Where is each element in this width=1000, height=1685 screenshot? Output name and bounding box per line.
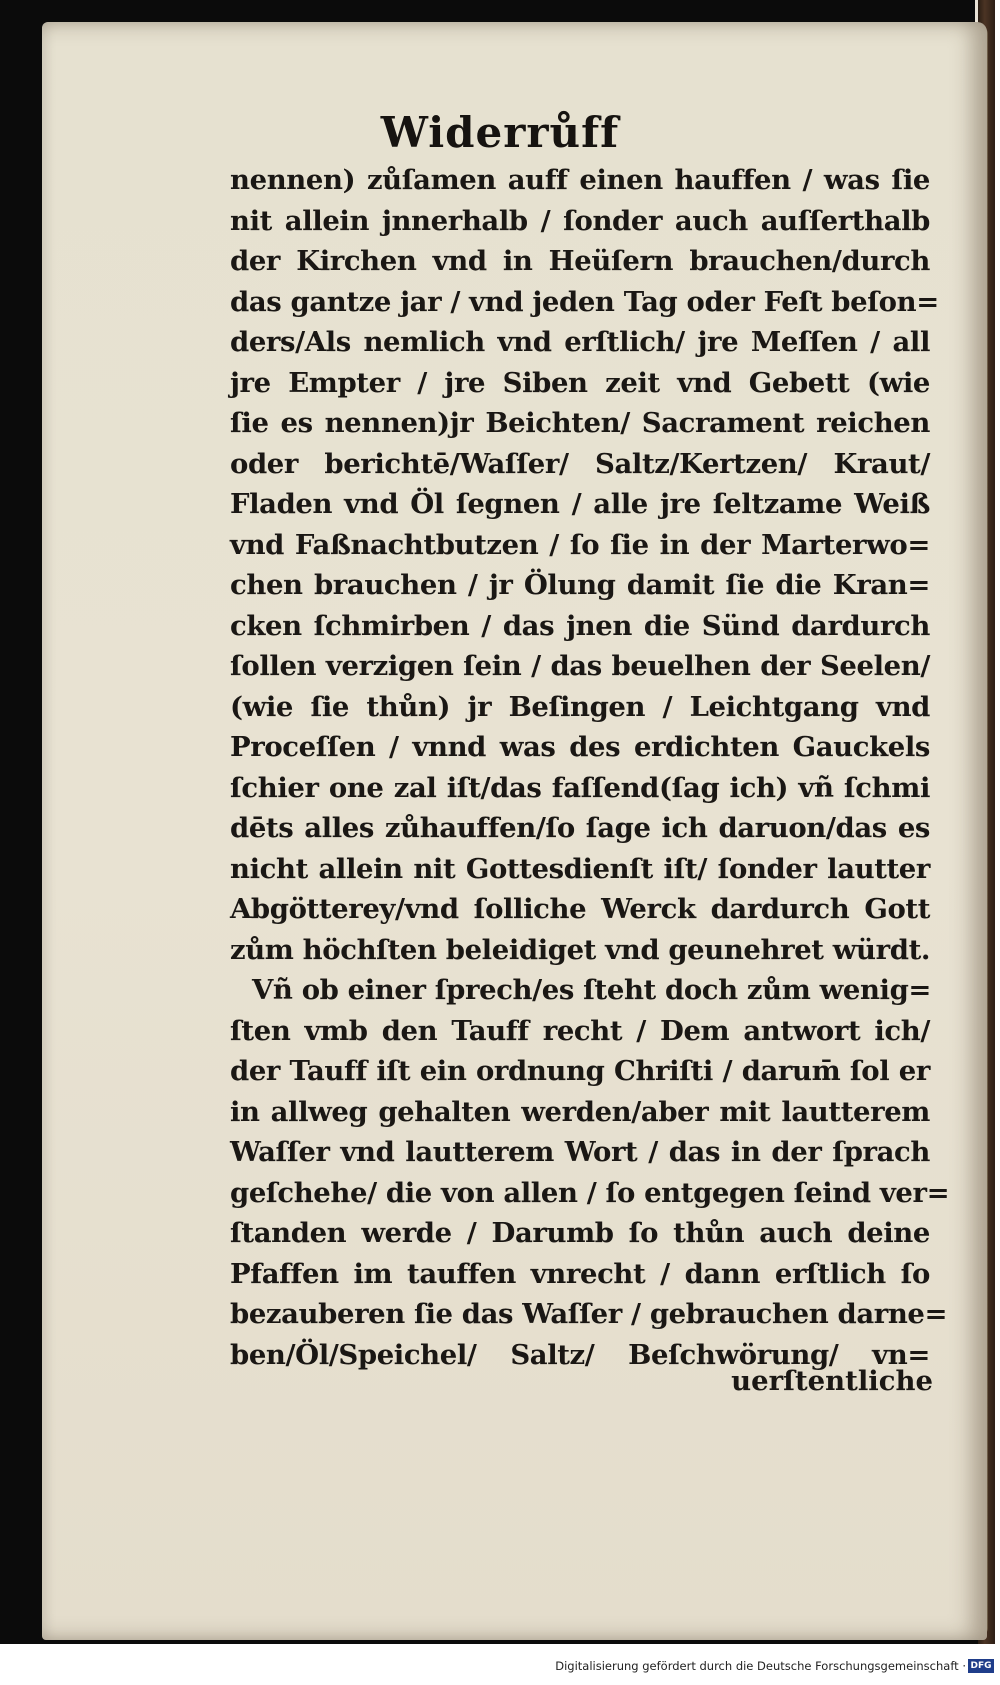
text-line: Vñ ob einer ſprech/es ſteht doch zům wenig= <box>252 974 932 1006</box>
text-line: ſchier one zal iſt/das faſſend(ſag ich) vñ ſchmi <box>230 771 930 804</box>
text-line: ſie es nennen)jr Beichten/ Sacrament reichen <box>230 407 930 439</box>
text-line: dēts alles zůhauffen/ſo ſage ich daruon/das es <box>230 812 930 844</box>
footer <box>0 1658 1000 1678</box>
text-line: ſten vmb den Tauff recht / Dem antwort ich/ <box>230 1014 930 1047</box>
text-line: oder berichtē/Waſſer/ Saltz/Kertzen/ Kraut/ <box>230 447 930 480</box>
text-line: zům höchſten beleidiget vnd geunehret würdt. <box>230 933 931 966</box>
page-text <box>230 160 950 1375</box>
text-line: nennen) zůſamen auff einen hauffen / was ſie <box>230 164 930 196</box>
text-line: vnd Faßnachtbutzen / ſo ſie in der Marterwo= <box>230 528 930 561</box>
text-line: jre Empter / jre Siben zeit vnd Gebett (wie <box>230 366 930 399</box>
text-line: (wie ſie thůn) jr Beſingen / Leichtgang vnd <box>230 690 930 723</box>
running-header: Widerrůff <box>380 108 620 157</box>
text-line: nicht allein nit Gottesdienſt iſt/ ſonder lautter <box>230 852 930 885</box>
text-line: Abgötterey/vnd ſolliche Werck dardurch Gott <box>230 893 930 925</box>
text-line: in allweg gehalten werden/aber mit lautterem <box>230 1095 930 1128</box>
text-line: ben/Öl/Speichel/ Saltz/ Beſchwörung/ vn= <box>230 1338 930 1371</box>
text-line: ſtanden werde / Darumb ſo thůn auch deine <box>230 1217 930 1249</box>
text-line: chen brauchen / jr Ölung damit ſie die Kran= <box>230 569 930 601</box>
text-line: bezauberen ſie das Waſſer / gebrauchen darne= <box>230 1298 948 1330</box>
text-line: Pfaffen im tauffen vnrecht / dann erſtlich ſo <box>230 1257 930 1290</box>
text-line: ſollen verzigen ſein / das beuelhen der Seelen/ <box>230 650 930 682</box>
text-line: das gantze jar / vnd jeden Tag oder Feſt beſon= <box>230 285 939 318</box>
text-line: Waſſer vnd lautterem Wort / das in der ſprach <box>230 1136 930 1168</box>
text-line: der Tauff iſt ein ordnung Chriſti / darum̄ ſol er <box>230 1055 930 1087</box>
text-line: geſchehe/ die von allen / ſo entgegen ſeind ver= <box>230 1176 950 1209</box>
text-line: ders/Als nemlich vnd erſtlich/ jre Meſſen / all <box>230 326 930 358</box>
text-line: der Kirchen vnd in Heüſern brauchen/durch <box>230 245 930 277</box>
text-line: Fladen vnd Öl ſegnen / alle jre ſeltzame Weiß <box>230 488 930 520</box>
dfg-logo: DFG <box>968 1659 994 1673</box>
catchword: uerſtentliche <box>731 1365 933 1397</box>
text-line: cken ſchmirben / das jnen die Sünd dardurch <box>230 609 930 642</box>
text-line: nit allein jnnerhalb / ſonder auch auſſerthalb <box>230 204 930 237</box>
funding-note: Digitalisierung gefördert durch die Deutsche Forschungsgemeinschaft · <box>555 1659 966 1673</box>
text-line: Proceſſen / vnnd was des erdichten Gauckels <box>230 731 930 763</box>
